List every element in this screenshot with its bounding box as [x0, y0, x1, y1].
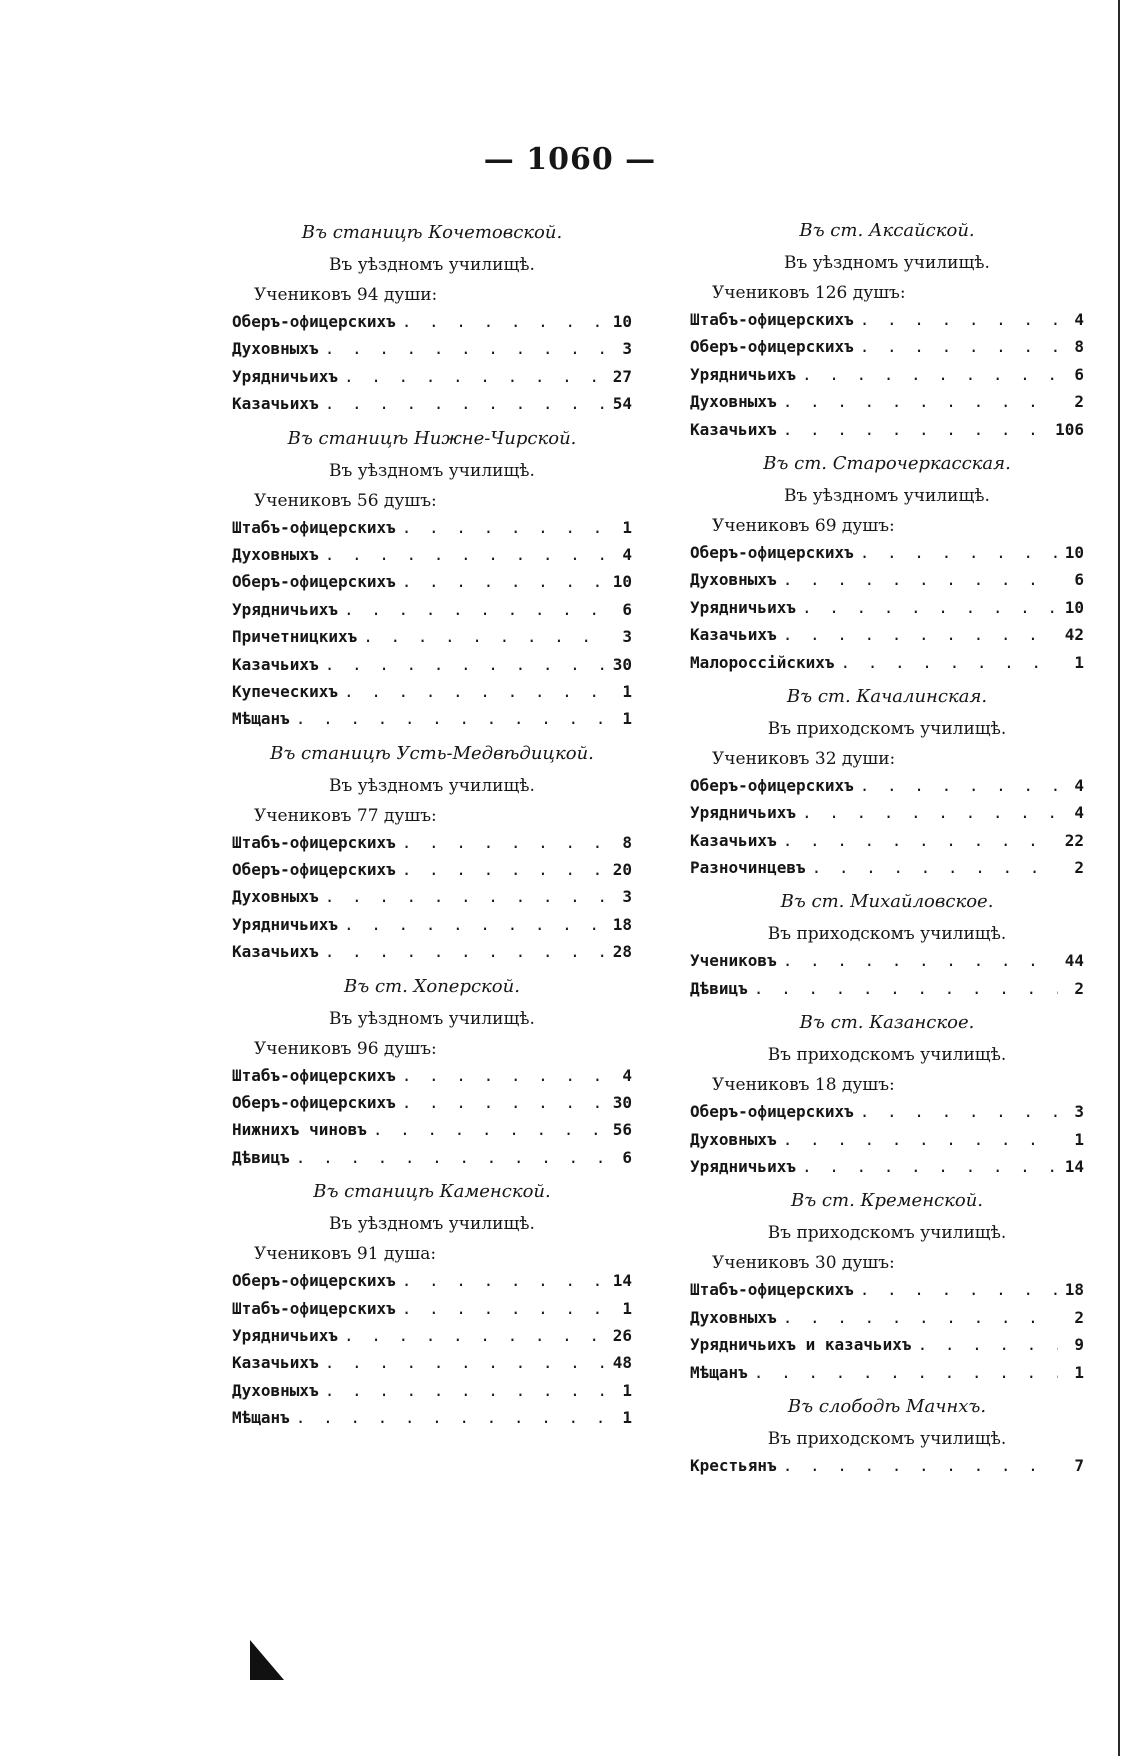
leader-dots: [373, 1116, 606, 1143]
row-label: Урядничьихъ и казачьихъ: [690, 1335, 912, 1355]
station-section: [690, 451, 1084, 676]
count-row: [232, 829, 632, 856]
leader-dots: [802, 799, 1058, 826]
count-row: [232, 883, 632, 910]
row-label: Штабъ-офицерскихъ: [232, 517, 396, 537]
leader-dots: [402, 1295, 606, 1322]
leader-dots: [402, 1267, 606, 1294]
row-label: Штабъ-офицерскихъ: [232, 1065, 396, 1085]
count-row: [232, 1144, 632, 1171]
station-heading: Въ станицѣ Каменской.: [313, 1181, 551, 1203]
students-total: Учениковъ 94 души:: [254, 285, 438, 305]
leader-dots: [363, 623, 606, 650]
row-label: Малороссійскихъ: [690, 652, 835, 672]
count-row: [690, 1126, 1084, 1153]
row-label: Мѣщанъ: [232, 1408, 290, 1428]
row-label: Штабъ-офицерскихъ: [690, 1280, 854, 1300]
leader-dots: [344, 911, 606, 938]
leader-dots: [860, 306, 1058, 333]
row-label: Казачьихъ: [232, 654, 319, 674]
count-row: [690, 947, 1084, 974]
school-type: Въ уѣздномъ училищѣ.: [784, 485, 990, 506]
row-value: 18: [1064, 1280, 1084, 1300]
count-row: [232, 363, 632, 390]
row-label: Духовныхъ: [690, 1307, 777, 1327]
row-value: 42: [1064, 625, 1084, 645]
leader-dots: [918, 1331, 1058, 1358]
leader-dots: [783, 827, 1058, 854]
leader-dots: [344, 363, 606, 390]
school-type: Въ приходскомъ училищѣ.: [767, 1045, 1007, 1066]
row-value: 56: [612, 1120, 632, 1140]
station-section: [690, 1394, 1084, 1479]
row-value: 7: [1074, 1455, 1084, 1475]
row-value: 1: [622, 709, 632, 729]
count-row: [232, 1377, 632, 1404]
leader-dots: [860, 1098, 1058, 1125]
count-row: [232, 335, 632, 362]
row-label: Разночинцевъ: [690, 858, 806, 878]
station-section: [232, 220, 632, 418]
row-label: Казачьихъ: [690, 830, 777, 850]
count-row: [232, 856, 632, 883]
row-value: 1: [1074, 1129, 1084, 1149]
row-value: 20: [612, 860, 632, 880]
row-value: 3: [1074, 1102, 1084, 1122]
row-label: Духовныхъ: [690, 392, 777, 412]
count-row: [232, 911, 632, 938]
row-label: Учениковъ: [690, 951, 777, 971]
count-row: [690, 388, 1084, 415]
count-row: [232, 651, 632, 678]
count-row: [232, 1062, 632, 1089]
count-row: [232, 678, 632, 705]
count-row: [232, 705, 632, 732]
leader-dots: [325, 883, 606, 910]
count-row: [232, 541, 632, 568]
leader-dots: [296, 705, 606, 732]
row-value: 2: [1074, 392, 1084, 412]
station-section: [690, 1010, 1084, 1180]
row-label: Нижнихъ чиновъ: [232, 1120, 367, 1140]
row-value: 1: [622, 681, 632, 701]
row-label: Казачьихъ: [232, 1353, 319, 1373]
row-label: Казачьихъ: [690, 625, 777, 645]
students-total: Учениковъ 96 душъ:: [254, 1038, 437, 1059]
row-value: 1: [622, 517, 632, 537]
count-row: [690, 772, 1084, 799]
count-row: [232, 1322, 632, 1349]
count-row: [232, 938, 632, 965]
leader-dots: [802, 361, 1058, 388]
count-row: [690, 416, 1084, 443]
row-label: Духовныхъ: [232, 339, 319, 359]
students-total: Учениковъ 69 душъ:: [712, 515, 895, 536]
students-total: Учениковъ 91 душа:: [254, 1244, 437, 1265]
count-row: [232, 1349, 632, 1376]
station-section: [232, 1179, 632, 1431]
row-value: 22: [1064, 830, 1084, 850]
count-row: [232, 1267, 632, 1294]
count-row: [690, 1276, 1084, 1303]
row-label: Казачьихъ: [232, 942, 319, 962]
leader-dots: [402, 829, 606, 856]
row-value: 8: [622, 832, 632, 852]
row-value: 1: [622, 1408, 632, 1428]
row-label: Оберъ-офицерскихъ: [232, 312, 396, 331]
leader-dots: [325, 335, 606, 362]
row-label: Штабъ-офицерскихъ: [690, 310, 854, 329]
row-value: 106: [1055, 419, 1084, 439]
count-row: [690, 827, 1084, 854]
row-label: Духовныхъ: [232, 887, 319, 907]
row-label: Оберъ-офицерскихъ: [232, 860, 396, 880]
right-column: [690, 210, 1084, 1479]
row-label: Урядничьихъ: [690, 364, 796, 384]
count-row: [232, 308, 632, 335]
leader-dots: [783, 388, 1058, 415]
row-value: 8: [1074, 337, 1084, 357]
school-type: Въ приходскомъ училищѣ.: [767, 924, 1007, 945]
count-row: [690, 306, 1084, 333]
leader-dots: [325, 651, 606, 678]
row-label: Урядничьихъ: [232, 914, 338, 934]
leader-dots: [325, 390, 606, 417]
row-value: 4: [1074, 775, 1084, 795]
count-row: [232, 1116, 632, 1143]
leader-dots: [802, 1153, 1058, 1180]
row-value: 3: [622, 339, 632, 359]
count-row: [690, 1359, 1084, 1386]
leader-dots: [344, 678, 606, 705]
count-row: [690, 539, 1084, 566]
row-value: 30: [612, 654, 632, 674]
row-value: 18: [612, 914, 632, 934]
count-row: [690, 1331, 1084, 1358]
students-total: Учениковъ 56 душъ:: [254, 490, 437, 511]
school-type: Въ приходскомъ училищѣ.: [767, 1223, 1007, 1244]
leader-dots: [754, 1359, 1058, 1386]
station-heading: Въ ст. Качалинская.: [786, 685, 988, 707]
row-value: 10: [1064, 597, 1084, 617]
row-label: Купеческихъ: [232, 681, 338, 701]
count-row: [690, 854, 1084, 881]
station-heading: Въ ст. Аксайской.: [799, 220, 975, 241]
students-total: Учениковъ 77 душъ:: [254, 805, 437, 826]
leader-dots: [860, 539, 1058, 566]
count-row: [232, 390, 632, 417]
station-heading: Въ слободѣ Мачнхъ.: [787, 1395, 987, 1417]
leader-dots: [802, 594, 1058, 621]
row-value: 2: [1074, 858, 1084, 878]
row-value: 2: [1074, 978, 1084, 998]
leader-dots: [783, 947, 1058, 974]
row-value: 2: [1074, 1307, 1084, 1327]
school-type: Въ приходскомъ училищѣ.: [767, 1428, 1007, 1449]
leader-dots: [783, 1452, 1058, 1479]
leader-dots: [754, 975, 1058, 1002]
row-value: 44: [1064, 951, 1084, 971]
leader-dots: [783, 566, 1058, 593]
station-heading: Въ ст. Хоперской.: [344, 975, 520, 997]
count-row: [232, 514, 632, 541]
leader-dots: [860, 333, 1058, 360]
leader-dots: [344, 1322, 606, 1349]
row-label: Мѣщанъ: [690, 1362, 748, 1382]
count-row: [232, 568, 632, 595]
leader-dots: [402, 308, 606, 335]
count-row: [690, 1304, 1084, 1331]
row-label: Крестьянъ: [690, 1455, 777, 1475]
station-section: [690, 889, 1084, 1002]
station-heading: Въ станицѣ Кочетовской.: [301, 222, 563, 243]
station-heading: Въ ст. Казанское.: [799, 1012, 975, 1034]
row-label: Оберъ-офицерскихъ: [232, 572, 396, 592]
school-type: Въ уѣздномъ училищѣ.: [329, 1214, 535, 1235]
leader-dots: [841, 649, 1059, 676]
leader-dots: [783, 621, 1058, 648]
station-section: [690, 1188, 1084, 1386]
row-label: Урядничьихъ: [690, 1157, 796, 1177]
leader-dots: [402, 568, 606, 595]
students-total: Учениковъ 32 души:: [712, 748, 896, 769]
leader-dots: [860, 772, 1058, 799]
row-value: 1: [622, 1380, 632, 1400]
count-row: [690, 975, 1084, 1002]
school-type: Въ уѣздномъ училищѣ.: [329, 255, 535, 275]
leader-dots: [325, 541, 606, 568]
leader-dots: [325, 1349, 606, 1376]
leader-dots: [402, 1089, 606, 1116]
leader-dots: [296, 1404, 606, 1431]
station-section: [232, 974, 632, 1172]
row-value: 4: [622, 544, 632, 564]
corner-mark-icon: [250, 1640, 284, 1680]
row-value: 14: [612, 1271, 632, 1291]
row-value: 9: [1074, 1335, 1084, 1355]
row-value: 28: [612, 942, 632, 962]
count-row: [690, 799, 1084, 826]
row-label: Духовныхъ: [690, 570, 777, 590]
count-row: [690, 566, 1084, 593]
school-type: Въ уѣздномъ училищѣ.: [329, 460, 535, 481]
row-value: 4: [1074, 803, 1084, 823]
leader-dots: [783, 416, 1049, 443]
row-value: 6: [622, 1147, 632, 1167]
row-value: 6: [622, 599, 632, 619]
row-value: 30: [612, 1093, 632, 1113]
row-value: 10: [612, 312, 632, 331]
row-value: 10: [1064, 542, 1084, 562]
row-value: 6: [1074, 364, 1084, 384]
count-row: [690, 594, 1084, 621]
row-label: Оберъ-офицерскихъ: [690, 542, 854, 562]
row-value: 3: [622, 627, 632, 647]
row-label: Урядничьихъ: [232, 1325, 338, 1345]
row-value: 26: [612, 1325, 632, 1345]
row-value: 1: [622, 1298, 632, 1318]
station-section: [690, 218, 1084, 443]
count-row: [690, 621, 1084, 648]
station-heading: Въ ст. Михайловское.: [780, 891, 994, 913]
students-total: Учениковъ 126 душъ:: [712, 283, 906, 303]
school-type: Въ уѣздномъ училищѣ.: [784, 253, 990, 273]
row-value: 3: [622, 887, 632, 907]
row-value: 48: [612, 1353, 632, 1373]
row-label: Дѣвицъ: [232, 1147, 290, 1167]
row-label: Оберъ-офицерскихъ: [690, 1102, 854, 1122]
leader-dots: [783, 1126, 1058, 1153]
row-label: Оберъ-офицерскихъ: [232, 1271, 396, 1291]
row-label: Дѣвицъ: [690, 978, 748, 998]
leader-dots: [325, 938, 606, 965]
leader-dots: [296, 1144, 606, 1171]
row-label: Казачьихъ: [232, 394, 319, 414]
count-row: [690, 333, 1084, 360]
station-heading: Въ ст. Кременской.: [790, 1190, 984, 1212]
count-row: [690, 649, 1084, 676]
row-value: 14: [1064, 1157, 1084, 1177]
row-value: 1: [1074, 652, 1084, 672]
row-label: Духовныхъ: [232, 544, 319, 564]
row-value: 4: [622, 1065, 632, 1085]
row-label: Духовныхъ: [690, 1129, 777, 1149]
school-type: Въ уѣздномъ училищѣ.: [329, 1008, 535, 1029]
leader-dots: [402, 856, 606, 883]
count-row: [690, 1452, 1084, 1479]
left-column: [232, 212, 632, 1432]
row-label: Оберъ-офицерскихъ: [690, 337, 854, 357]
row-label: Казачьихъ: [690, 419, 777, 439]
station-heading: Въ ст. Старочеркасская.: [763, 452, 1011, 474]
row-label: Урядничьихъ: [690, 597, 796, 617]
row-label: Урядничьихъ: [232, 599, 338, 619]
row-label: Мѣщанъ: [232, 709, 290, 729]
station-section: [232, 741, 632, 966]
row-label: Штабъ-офицерскихъ: [232, 832, 396, 852]
leader-dots: [783, 1304, 1058, 1331]
students-total: Учениковъ 30 душъ:: [712, 1253, 895, 1274]
row-value: 4: [1074, 310, 1084, 329]
leader-dots: [325, 1377, 606, 1404]
station-heading: Въ станицѣ Нижне-Чирской.: [287, 427, 577, 449]
row-label: Духовныхъ: [232, 1380, 319, 1400]
count-row: [232, 596, 632, 623]
count-row: [690, 1098, 1084, 1125]
station-heading: Въ станицѣ Усть-Медвѣдицкой.: [270, 742, 594, 764]
row-label: Оберъ-офицерскихъ: [690, 775, 854, 795]
count-row: [690, 1153, 1084, 1180]
row-value: 27: [612, 366, 632, 386]
leader-dots: [860, 1276, 1058, 1303]
leader-dots: [812, 854, 1058, 881]
row-label: Урядничьихъ: [232, 366, 338, 386]
count-row: [690, 361, 1084, 388]
row-value: 1: [1074, 1362, 1084, 1382]
row-label: Оберъ-офицерскихъ: [232, 1093, 396, 1113]
row-label: Урядничьихъ: [690, 803, 796, 823]
page-edge-rule: [1118, 0, 1120, 1756]
page-number: — 1060 —: [483, 142, 657, 177]
row-value: 6: [1074, 570, 1084, 590]
leader-dots: [402, 514, 606, 541]
station-section: [232, 426, 632, 733]
row-value: 54: [612, 394, 632, 414]
count-row: [232, 1295, 632, 1322]
station-section: [690, 684, 1084, 882]
row-label: Штабъ-офицерскихъ: [232, 1298, 396, 1318]
leader-dots: [344, 596, 606, 623]
count-row: [232, 1089, 632, 1116]
row-value: 10: [612, 572, 632, 592]
row-label: Причетницкихъ: [232, 627, 358, 647]
leader-dots: [402, 1062, 606, 1089]
school-type: Въ приходскомъ училищѣ.: [767, 718, 1007, 739]
students-total: Учениковъ 18 душъ:: [712, 1075, 895, 1096]
school-type: Въ уѣздномъ училищѣ.: [329, 775, 535, 796]
count-row: [232, 1404, 632, 1431]
count-row: [232, 623, 632, 650]
